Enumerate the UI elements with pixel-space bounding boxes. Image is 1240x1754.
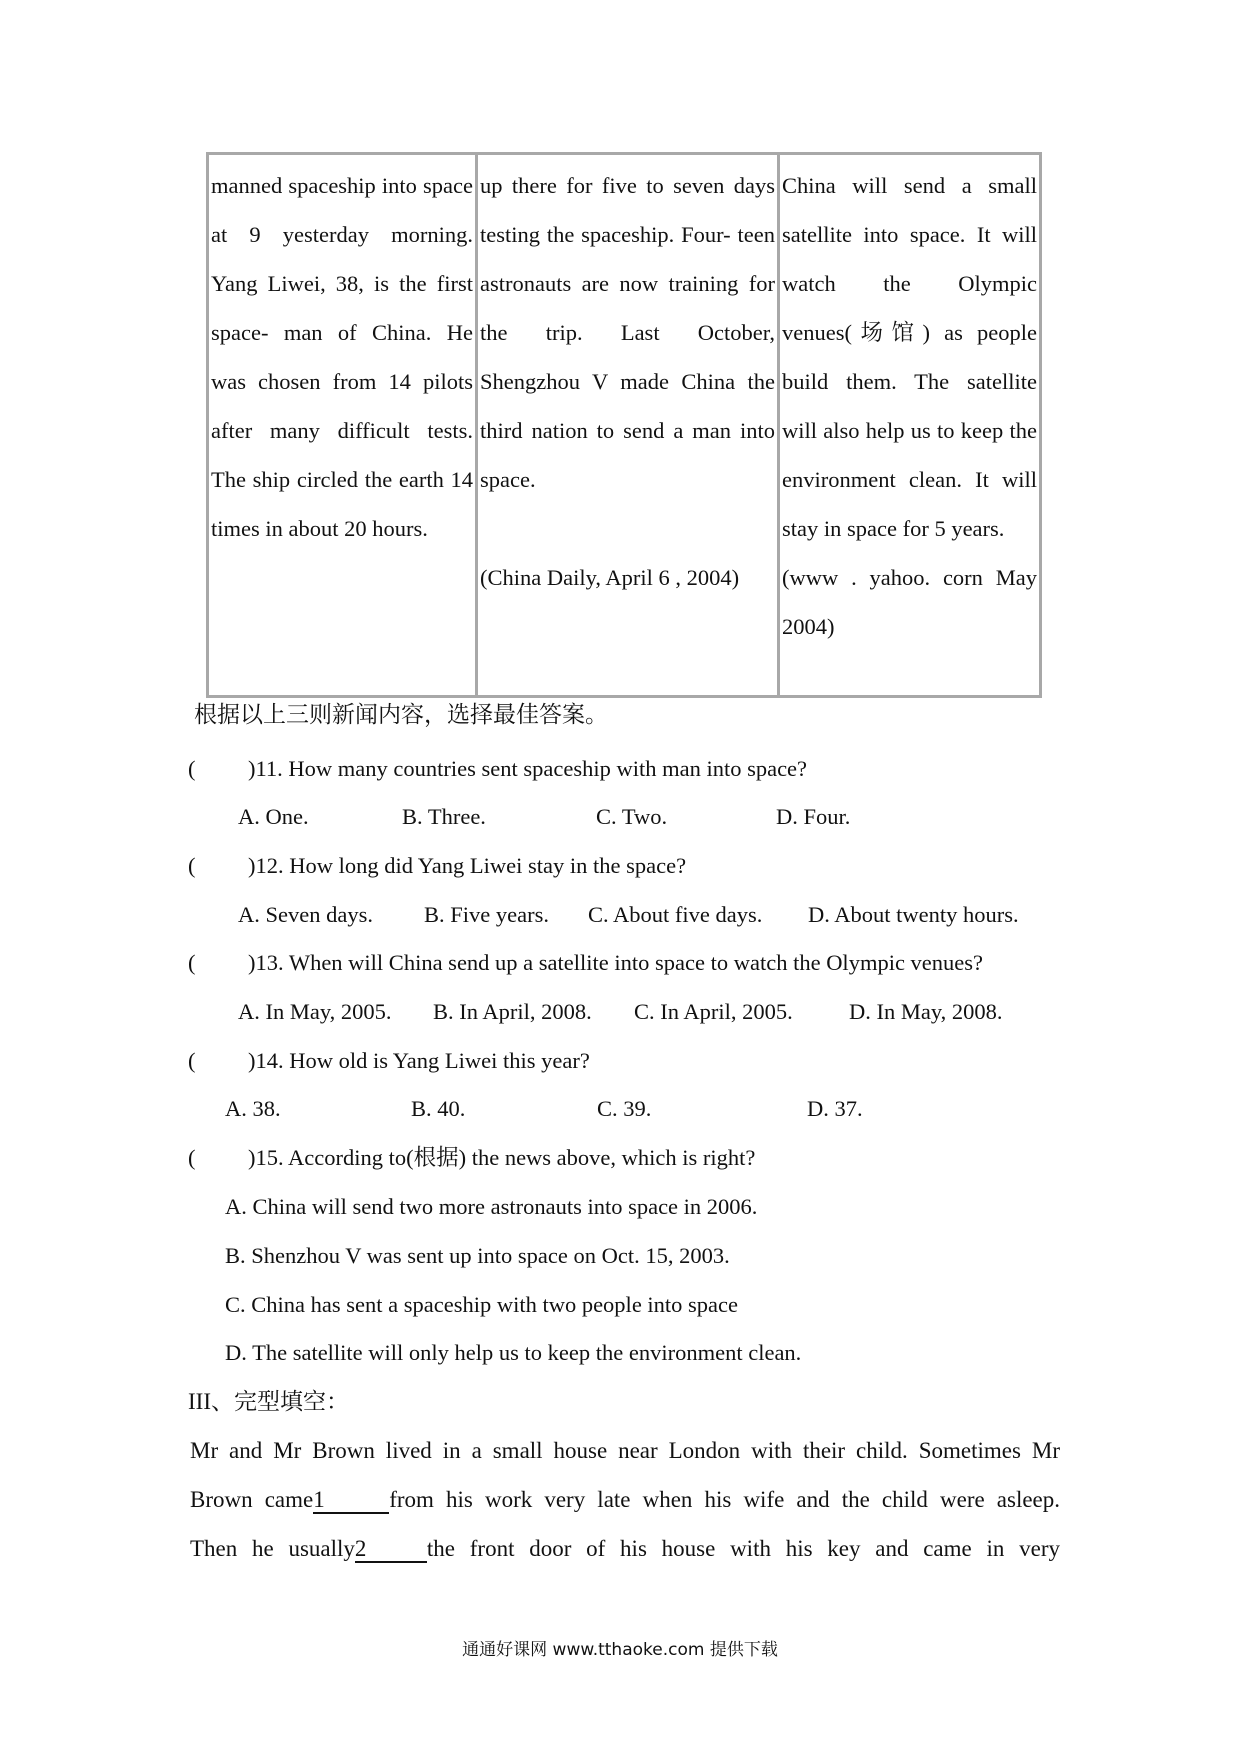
question-14: )14. How old is Yang Liwei this year? [248, 1048, 590, 1073]
q12-option-d: D. About twenty hours. [808, 902, 1019, 927]
news-3-source: (www . yahoo. corn May 2004) [782, 565, 1037, 639]
q13-option-d: D. In May, 2008. [849, 999, 1003, 1024]
passage-line-2 [190, 1485, 1060, 1515]
passage-text: Then he usually [190, 1536, 355, 1561]
answer-paren: ( [188, 853, 196, 878]
q15-option-d: D. The satellite will only help us to keep the environment clean. [225, 1340, 802, 1365]
news-1-text: manned spaceship into space at 9 yesterday morning. Yang Liwei, 38, is the first space- man of China. He was chosen from 14 pilots after many difficult tests. The ship circled the earth 14 times in about 20 hours. [211, 173, 473, 541]
section-heading: III、完型填空： [188, 1389, 349, 1414]
answer-paren: ( [188, 756, 196, 781]
blank-2: 2 [355, 1537, 427, 1563]
news-column-3 [777, 155, 1039, 695]
instruction: 根据以上三则新闻内容，选择最佳答案。 [194, 702, 608, 727]
news-2-source: (China Daily, April 6 , 2004) [480, 565, 740, 590]
q13-option-a: A. In May, 2005. [238, 999, 392, 1024]
answer-paren: ( [188, 1145, 196, 1170]
q11-option-b: B. Three. [402, 804, 486, 829]
answer-paren: ( [188, 1048, 196, 1073]
q15-option-a: A. China will send two more astronauts into space in 2006. [225, 1194, 758, 1219]
q13-option-b: B. In April, 2008. [433, 999, 592, 1024]
passage-line-1: Mr and Mr Brown lived in a small house near London with their child. Sometimes Mr [190, 1438, 1060, 1463]
news-column-2 [475, 155, 777, 695]
news-table [206, 152, 1042, 698]
question-12: )12. How long did Yang Liwei stay in the space? [248, 853, 687, 878]
q12-option-b: B. Five years. [424, 902, 549, 927]
page-footer: 通通好课网 www.tthaoke.com 提供下载 [462, 1640, 778, 1660]
q15-option-b: B. Shenzhou V was sent up into space on Oct. 15, 2003. [225, 1243, 730, 1268]
news-column-1 [209, 155, 475, 695]
q11-option-c: C. Two. [596, 804, 668, 829]
passage-text: the front door of his house with his key and came in very [426, 1536, 1061, 1561]
q11-option-d: D. Four. [776, 804, 851, 829]
q13-option-c: C. In April, 2005. [634, 999, 793, 1024]
passage-text: from his work very late when his wife and the child were asleep. [389, 1487, 1060, 1512]
question-11: )11. How many countries sent spaceship with man into space? [248, 756, 808, 781]
question-15: )15. According to(根据) the news above, which is right? [248, 1145, 756, 1170]
q14-option-d: D. 37. [807, 1096, 863, 1121]
passage-line-3 [190, 1534, 1060, 1564]
question-13: )13. When will China send up a satellite into space to watch the Olympic venues? [248, 950, 984, 975]
news-3-text: China will send a small satellite into space. It will watch the Olympic venues(场馆) as people build them. The satellite will also help us to keep the environment clean. It will stay in space for 5 years. [782, 173, 1037, 541]
q11-option-a: A. One. [238, 804, 309, 829]
q14-option-a: A. 38. [225, 1096, 281, 1121]
answer-paren: ( [188, 950, 196, 975]
blank-1: 1 [313, 1488, 389, 1514]
news-2-text: up there for five to seven days testing the spaceship. Four- teen astronauts are now training for the trip. Last October, Shengzhou V made China the third nation to send a man into space. [480, 173, 775, 492]
q14-option-c: C. 39. [597, 1096, 652, 1121]
passage-text: Brown came [190, 1487, 314, 1512]
q14-option-b: B. 40. [411, 1096, 466, 1121]
q12-option-a: A. Seven days. [238, 902, 373, 927]
q12-option-c: C. About five days. [588, 902, 763, 927]
q15-option-c: C. China has sent a spaceship with two people into space [225, 1292, 739, 1317]
